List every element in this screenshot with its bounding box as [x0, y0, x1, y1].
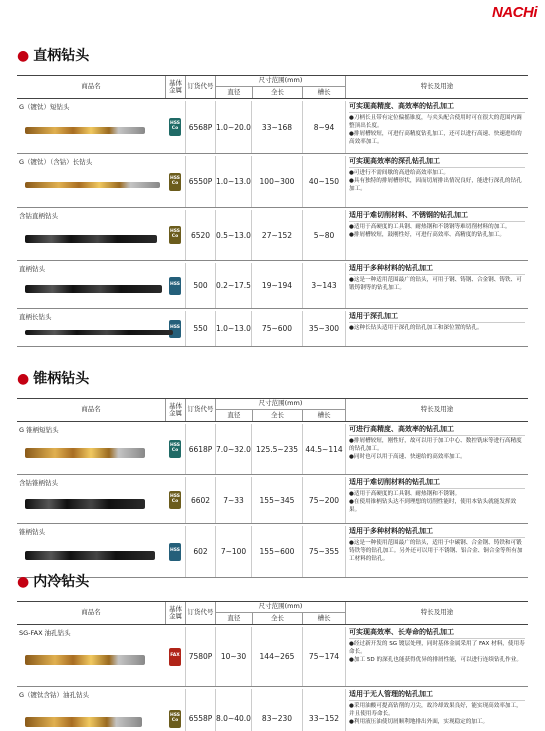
diameter: 7~33: [215, 477, 251, 523]
drill-image: [25, 330, 173, 335]
product-name: SG-FAX 油孔钻头: [19, 629, 71, 637]
header-dia: 直径: [227, 87, 241, 96]
header-features: 特长及用途: [345, 399, 528, 421]
table-row: [17, 424, 528, 475]
header-name: 商品名: [81, 82, 101, 91]
material-cell: [165, 689, 185, 731]
groove-length: 75~200: [302, 477, 345, 523]
order-code: 6602: [185, 477, 215, 523]
header-dims-title: 尺寸范围(mm): [216, 76, 345, 87]
diameter: 1.0~13.0: [215, 311, 251, 346]
material-cell: [165, 263, 185, 308]
feature-line: ●可进行不需间歇的高进给高效率加工。: [349, 169, 449, 176]
total-length: 27~152: [251, 210, 302, 260]
feature-line: ●这是一种使用范围最广的钻头，适用于中碳钢、合金钢、铸铁和可锻铸铁等的钻孔加工。另外还可以用于不锈钢、铝合金、铜合金等所有加工材料的钻孔。: [349, 539, 523, 563]
order-code: 500: [185, 263, 215, 308]
header-features: 特长及用途: [345, 602, 528, 624]
features-cell: [345, 263, 528, 308]
features-cell: [345, 156, 528, 207]
header-total: 全长: [252, 613, 303, 624]
feature-line: ●采用油酸可提高钻削的刀尖，故冷却效果良好，能实现高效率加工，并且使用寿命长。: [349, 702, 522, 717]
total-length: 155~345: [251, 477, 302, 523]
product-name: 直柄长钻头: [19, 313, 52, 321]
material-cell: [165, 210, 185, 260]
feature-line: ●适用于高硬度的工具钢、耐热钢和不锈钢等难切削材料的加工。: [349, 223, 511, 230]
groove-length: 35~300: [302, 311, 345, 346]
material-label: HSS: [169, 325, 181, 331]
diameter: 1.0~20.0: [215, 101, 251, 153]
drill-image: [25, 448, 145, 458]
header-dims-subs: [216, 613, 345, 624]
material-label: Co: [171, 499, 179, 504]
material-badge: [169, 226, 181, 244]
features-cell: [345, 210, 528, 260]
feature-title: 适用于难切削材料、不锈钢的钻孔加工: [349, 211, 525, 222]
table-row: [17, 689, 528, 731]
header-code: 订货代号: [185, 76, 215, 98]
feature-line: ●同时也可以用于高速、快速给的高效率加工。: [349, 454, 466, 461]
product-cell: [17, 101, 165, 153]
order-code: 6520: [185, 210, 215, 260]
material-label: Co: [171, 126, 179, 131]
feature-line: ●排屑槽较短，刚性好，故可以用于加工中心、数控铣床等进行高精度的钻孔加工。: [349, 437, 522, 452]
bullet-icon: ●: [17, 574, 30, 590]
section-title: [17, 45, 89, 65]
feature-line: ●这是一种适用范围最广的钻头，可用于钢、铸钢、合金钢、铸铁、可锻铸钢等的钻孔加工。: [349, 276, 522, 291]
total-length: 83~230: [251, 689, 302, 731]
feature-title: 可实现高效率、长寿命的钻孔加工: [349, 628, 525, 639]
feature-title: 适用于难切削材料的钻孔加工: [349, 478, 525, 489]
product-cell: [17, 477, 165, 523]
material-badge: [169, 491, 181, 509]
feature-line: ●具有独特的排屑槽形状，因而切屑排出情况良好，能进行深孔的钻孔加工。: [349, 177, 522, 193]
section-title-text: 直柄钻头: [33, 48, 90, 64]
product-cell: [17, 210, 165, 260]
features-cell: [345, 526, 528, 577]
drill-image: [25, 182, 160, 188]
material-label: Co: [171, 234, 179, 239]
table-row: [17, 477, 528, 524]
total-length: 75~600: [251, 311, 302, 346]
header-code: 订货代号: [185, 399, 215, 421]
feature-title: 可进行高精度、高效率的钻孔加工: [349, 425, 525, 436]
order-code: 602: [185, 526, 215, 577]
material-cell: [165, 627, 185, 686]
order-code: 550: [185, 311, 215, 346]
feature-line: ●排屑槽较短，可进行高精度钻孔加工，还可以进行高速、快速进给的高效率加工。: [349, 131, 522, 146]
material-label: HSS: [169, 548, 181, 554]
drill-image: [25, 285, 162, 293]
material-label: Co: [171, 180, 179, 186]
material-cell: [165, 156, 185, 207]
total-length: 144~265: [251, 627, 302, 686]
diameter: 7~100: [215, 526, 251, 577]
total-length: 155~600: [251, 526, 302, 577]
total-length: 125.5~235: [251, 424, 302, 474]
total-length: 19~194: [251, 263, 302, 308]
material-badge: [169, 173, 181, 191]
header-dims: [215, 602, 345, 624]
header-total: 全长: [252, 410, 303, 421]
features-cell: [345, 101, 528, 153]
diameter: 10~30: [215, 627, 251, 686]
nachi-logo: NACHi: [492, 4, 537, 21]
material-label: HSS: [169, 712, 181, 718]
header-code: 订货代号: [185, 602, 215, 624]
order-code: 6568P: [185, 101, 215, 153]
material-label: Co: [171, 717, 179, 723]
drill-image: [25, 499, 145, 509]
header-dims-title: 尺寸范围(mm): [216, 399, 345, 410]
feature-title: 适用于多种材料的钻孔加工: [349, 264, 525, 275]
material-badge: [169, 118, 181, 136]
bullet-icon: ●: [17, 48, 30, 64]
features-cell: [345, 627, 528, 686]
product-name: 含钴直柄钻头: [19, 212, 58, 220]
feature-title: 适用于多种材料的钻孔加工: [349, 527, 525, 538]
table-row: [17, 263, 528, 309]
total-length: 33~168: [251, 101, 302, 153]
drill-image: [25, 717, 142, 727]
product-name: G 锥柄短钻头: [19, 426, 59, 434]
header-name: 商品名: [81, 405, 101, 414]
feature-title: 可实现高效率的深孔钻孔加工: [349, 157, 525, 168]
groove-length: 75~174: [302, 627, 345, 686]
header-dia: 直径: [227, 410, 241, 419]
drill-image: [25, 655, 145, 665]
section-title: [17, 368, 89, 388]
diameter: 0.2~17.5: [215, 263, 251, 308]
feature-line: ●适用于高硬度的工具钢、耐热钢和不锈钢。: [349, 490, 461, 497]
table-row: [17, 156, 528, 208]
drill-image: [25, 235, 157, 243]
total-length: 100~300: [251, 156, 302, 207]
groove-length: 75~355: [302, 526, 345, 577]
material-label: HSS: [169, 175, 181, 181]
product-cell: [17, 424, 165, 474]
groove-length: 5~80: [302, 210, 345, 260]
section-title-text: 内冷钻头: [33, 574, 90, 590]
product-name: G（镀钛）短钻头: [19, 103, 70, 111]
table-row: [17, 311, 528, 347]
feature-line: ●加工 5D 的深孔也能获得优异的排屑性能，可以进行连续钻孔作业。: [349, 657, 522, 664]
groove-length: 3~143: [302, 263, 345, 308]
features-cell: [345, 424, 528, 474]
diameter: 0.5~13.0: [215, 210, 251, 260]
header-total: 全长: [252, 87, 303, 98]
product-name: 含钴锥柄钻头: [19, 479, 58, 487]
material-label: HSS: [169, 121, 181, 127]
header-material: 基体金属: [165, 76, 185, 98]
groove-length: 40~150: [302, 156, 345, 207]
feature-title: 适用于无人管理的钻孔加工: [349, 690, 525, 701]
section-title-text: 锥柄钻头: [33, 371, 90, 387]
order-code: 6550P: [185, 156, 215, 207]
table-row: [17, 101, 528, 154]
product-name: 直柄钻头: [19, 265, 45, 273]
section-title: [17, 571, 89, 591]
product-cell: [17, 526, 165, 577]
diameter: 8.0~40.0: [215, 689, 251, 731]
material-badge: [169, 543, 181, 561]
feature-line: ●经过新开发的 SG 镀层处理，同时基体金属采用了 FAX 材料，使用寿命长。: [349, 640, 525, 655]
order-code: 6618P: [185, 424, 215, 474]
header-dims-title: 尺寸范围(mm): [216, 602, 345, 613]
material-label: Co: [171, 448, 179, 453]
product-cell: [17, 311, 165, 346]
header-dims-subs: [216, 410, 345, 421]
drill-image: [25, 551, 155, 560]
header-dia: 直径: [227, 613, 241, 622]
feature-line: ●这种长钻头适用于深孔的钻孔加工和深位置的钻孔。: [349, 324, 483, 331]
feature-title: 适用于深孔加工: [349, 312, 525, 323]
header-groove: 槽长: [302, 87, 345, 98]
groove-length: 33~152: [302, 689, 345, 731]
table-row: [17, 627, 528, 687]
header-features: 特长及用途: [345, 76, 528, 98]
material-badge: [169, 710, 181, 728]
feature-line: ●排屑槽较短，鼓刚性好，可进行高效率、高精度的钻孔加工。: [349, 231, 505, 238]
feature-title: 可实现高精度、高效率的钻孔加工: [349, 102, 525, 113]
features-cell: [345, 311, 528, 346]
drill-image: [25, 127, 145, 134]
features-cell: [345, 689, 528, 731]
order-code: 6558P: [185, 689, 215, 731]
material-cell: [165, 424, 185, 474]
header-material: 基体金属: [165, 399, 185, 421]
product-cell: [17, 627, 165, 686]
feature-line: ●利用液压油使切屑顺利地排出外面，实现稳定的加工。: [349, 719, 489, 726]
table-header: [17, 601, 528, 625]
product-name: 锥柄钻头: [19, 528, 45, 536]
product-name: G（镀钛含钴）油孔钻头: [19, 691, 90, 699]
table-row: [17, 526, 528, 578]
material-label: FAX: [170, 653, 180, 659]
header-material: 基体金属: [165, 602, 185, 624]
material-cell: [165, 311, 185, 346]
material-badge: [169, 277, 181, 295]
table-header: [17, 75, 528, 99]
product-cell: [17, 689, 165, 731]
header-groove: 槽长: [302, 410, 345, 421]
feature-line: ●刀柄长且带有定位偏摇锥度，与夹头配合使用时可在很大的范围内调整顶出长度。: [349, 114, 522, 129]
order-code: 7580P: [185, 627, 215, 686]
material-label: HSS: [169, 443, 181, 449]
diameter: 1.0~13.0: [215, 156, 251, 207]
header-dims: [215, 76, 345, 98]
groove-length: 44.5~114: [302, 424, 345, 474]
material-cell: [165, 101, 185, 153]
header-name: 商品名: [81, 608, 101, 617]
groove-length: 8~94: [302, 101, 345, 153]
diameter: 7.0~32.0: [215, 424, 251, 474]
material-badge: [169, 440, 181, 458]
header-groove: 槽长: [302, 613, 345, 624]
material-label: HSS: [169, 229, 181, 235]
product-cell: [17, 263, 165, 308]
feature-line: ●在使用锥柄钻头达不到理想的切削性能时，使用本钻头就能发挥效果。: [349, 498, 517, 514]
material-badge: [169, 648, 181, 666]
table-header: [17, 398, 528, 422]
header-dims-subs: [216, 87, 345, 98]
product-name: G（镀钛）（含钴）长钻头: [19, 158, 93, 166]
table-row: [17, 210, 528, 261]
bullet-icon: ●: [17, 371, 30, 387]
product-cell: [17, 156, 165, 207]
features-cell: [345, 477, 528, 523]
header-dims: [215, 399, 345, 421]
material-cell: [165, 526, 185, 577]
material-label: HSS: [169, 282, 181, 288]
material-label: HSS: [169, 494, 181, 500]
material-cell: [165, 477, 185, 523]
